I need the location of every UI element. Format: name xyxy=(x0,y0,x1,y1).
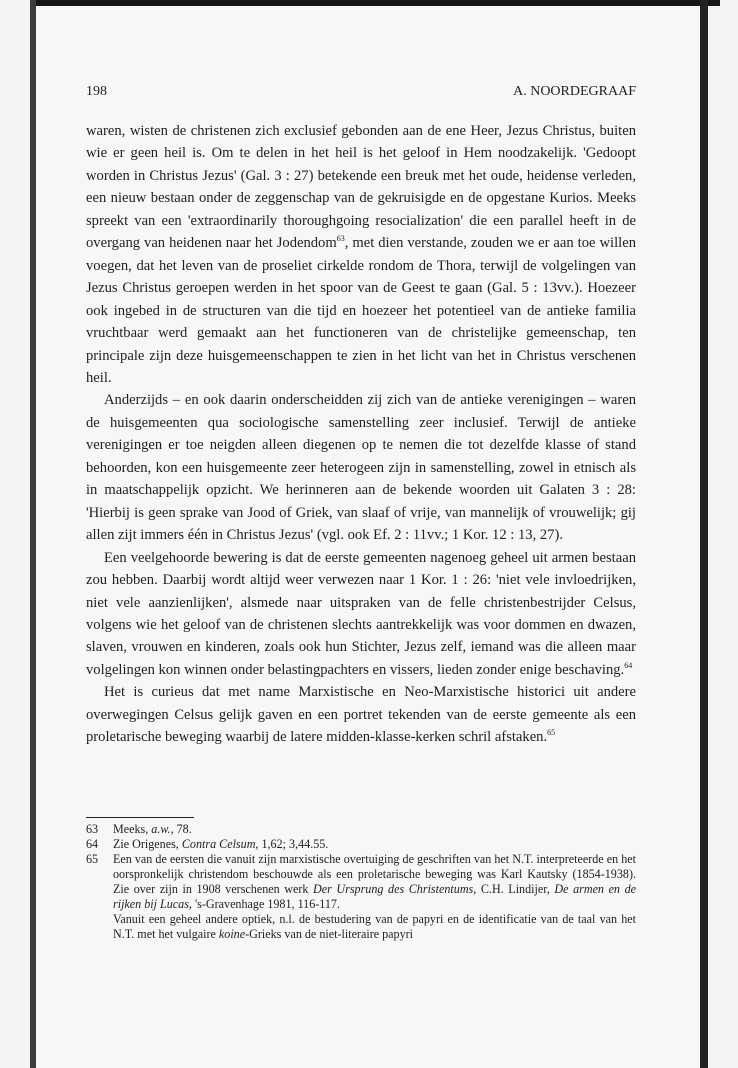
paragraph-3: Een veelgehoorde bewering is dat de eerste gemeenten nagenoeg geheel uit armen bestaan zou hebben. Daarbij wordt altijd weer verwezen naar 1 Kor. 1 : 26: 'niet vele invloedrijken, niet vele aanzienlijken', alsmede naar uitspraken van de felle christenbestrijder Celsus, volgens wie het geloof van de christenen slechts aantrekkelijk was voor dommen en dwazen, slaven, vrouwen en kinderen, zoals ook hun Stichter, Jezus zelf, iemand was die alleen maar volgelingen kon winnen onder belastingpachters en vissers, lieden zonder enige beschaving.$^{64}$ xyxy=(86,549,636,678)
scan-right-edge xyxy=(700,0,708,1068)
paragraph-2: Anderzijds – en ook daarin onderscheidden zij zich van de antieke verenigingen – waren de huisgemeenten qua sociologische samenstelling zeer inclusief. Terwijl de antieke verenigingen er toe neigden alleen diegenen op te nemen die tot dezelfde klasse of stand behoorden, kon een huisgemeente zeer heterogeen zijn in samenstelling, zowel in etnisch als in maatschappelijk opzicht. We herinneren aan de bekende woorden uit Galaten 3 : 28: 'Hierbij is geen sprake van Jood of Griek, van slaaf of vrije, van mannelijk of vrouwelijk; gij allen zijt immers één in Christus Jezus' (vgl. ook Ef. 2 : 11vv.; 1 Kor. 12 : 13, 27). xyxy=(86,392,636,544)
paragraph-4: Het is curieus dat met name Marxistische en Neo-Marxistische historici uit andere overwegingen Celsus gelijk gaven en een portret tekenden van de eerste gemeente als een proletarische beweging waarbij de latere midden-klasse-kerken schril afstaken.$^{65}$ xyxy=(86,684,636,746)
main-text xyxy=(86,120,636,749)
footnote-64: 64 Zie Origenes, Contra Celsum, 1,62; 3,44.55. xyxy=(86,837,329,851)
running-head: A. NOORDEGRAAF xyxy=(513,84,636,99)
footnote-63: 63 Meeks, a.w., 78. xyxy=(86,822,192,836)
footnote-65: 65 Een van de eersten die vanuit zijn marxistische overtuiging de geschriften van het N.T. interpreteerde en het oorspronkelijk christendom beschouwde als een proletarische beweging was Karl Kautsky (1854-1938). Zie over zijn in 1908 verschenen werk Der Ursprung des Christentums, C.H. Lindijer, De armen en de rijken bij Lucas, 's-Gravenhage 1981, 116-117. xyxy=(86,852,636,911)
footnote-ref-65: 65 xyxy=(547,728,556,738)
scan-left-edge xyxy=(30,0,36,1068)
page-header xyxy=(86,84,636,100)
footnote-65-continuation: Vanuit een geheel andere optiek, n.l. de bestudering van de papyri en de identificatie van de taal van het N.T. met het vulgaire koine-Grieks van de niet-literaire papyri xyxy=(113,912,636,941)
footnote-ref-64: 64 xyxy=(624,661,633,671)
footnote-divider xyxy=(86,817,194,818)
footnote-ref-63: 63 xyxy=(336,234,345,244)
page-number: 198 xyxy=(86,84,107,99)
paragraph-1: waren, wisten de christenen zich exclusief gebonden aan de ene Heer, Jezus Christus, buiten wie er geen heil is. Om te delen in het heil is het geloof in Hem noodzakelijk. 'Gedoopt worden in Christus Jezus' (Gal. 3 : 27) betekende een breuk met het oude, heidense verleden, een nieuw bestaan onder de zeggenschap van de gekruisigde en de opgestane Kurios. Meeks spreekt van een 'extraordinarily thoroughgoing resocialization' die een parallel heeft in de overgang van heidenen naar het Jodendom$^{63}$, met dien verstande, zouden we er aan toe willen voegen, dat het leven van de proseliet cirkelde rondom de Thora, terwijl de volgelingen van Jezus Christus geroepen werden in het spoor van de Geest te gaan (Gal. 5 : 13vv.). Hoezeer ook ingebed in de structuren van die tijd en hoezeer het potentieel van de antieke familia vruchtbaar werd gemaakt aan het functioneren van de christelijke gemeenschap, ten principale zijn deze huisgemeenschappen te zien in het licht van het in Christus verschenen heil. xyxy=(86,123,636,386)
footnotes xyxy=(86,822,636,942)
